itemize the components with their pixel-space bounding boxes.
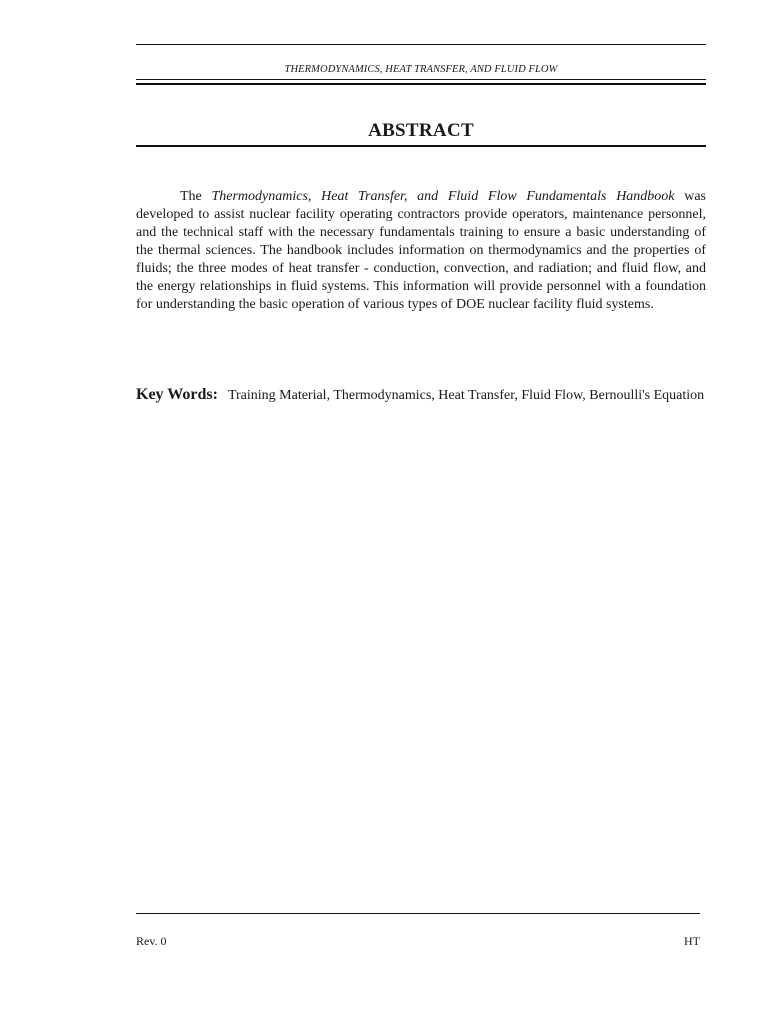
title-underline (136, 145, 706, 147)
keywords-text: Training Material, Thermodynamics, Heat Transfer, Fluid Flow, Bernoulli's Equation (227, 388, 705, 403)
running-header: THERMODYNAMICS, HEAT TRANSFER, AND FLUID FLOW (284, 64, 558, 75)
keywords-label: Key Words: (136, 386, 218, 403)
header-top-rule (136, 44, 706, 45)
abstract-paragraph (136, 188, 706, 314)
abstract-lead: The (180, 189, 212, 204)
footer-code: HT (684, 934, 700, 948)
handbook-title: Thermodynamics, Heat Transfer, and Fluid Flow Fundamentals Handbook (211, 189, 675, 204)
header-rule-thick (136, 83, 706, 85)
keywords-paragraph (136, 385, 706, 405)
footer-rule (136, 913, 700, 914)
abstract-body: was developed to assist nuclear facility operating contractors provide operators, maintenance personnel, and the technical staff with the necessary fundamentals training to ensure a basic understanding of the thermal sciences. The handbook includes information on thermodynamics and the properties of fluids; the three modes of heat transfer - conduction, convection, and radiation; and fluid flow, and the energy relationships in fluid systems. This information will provide personnel with a foundation for understanding the basic operation of various types of DOE nuclear facility fluid systems. (136, 189, 706, 312)
header-rule-thin (136, 79, 706, 80)
footer-revision: Rev. 0 (136, 934, 167, 948)
page-title: ABSTRACT (368, 120, 474, 141)
